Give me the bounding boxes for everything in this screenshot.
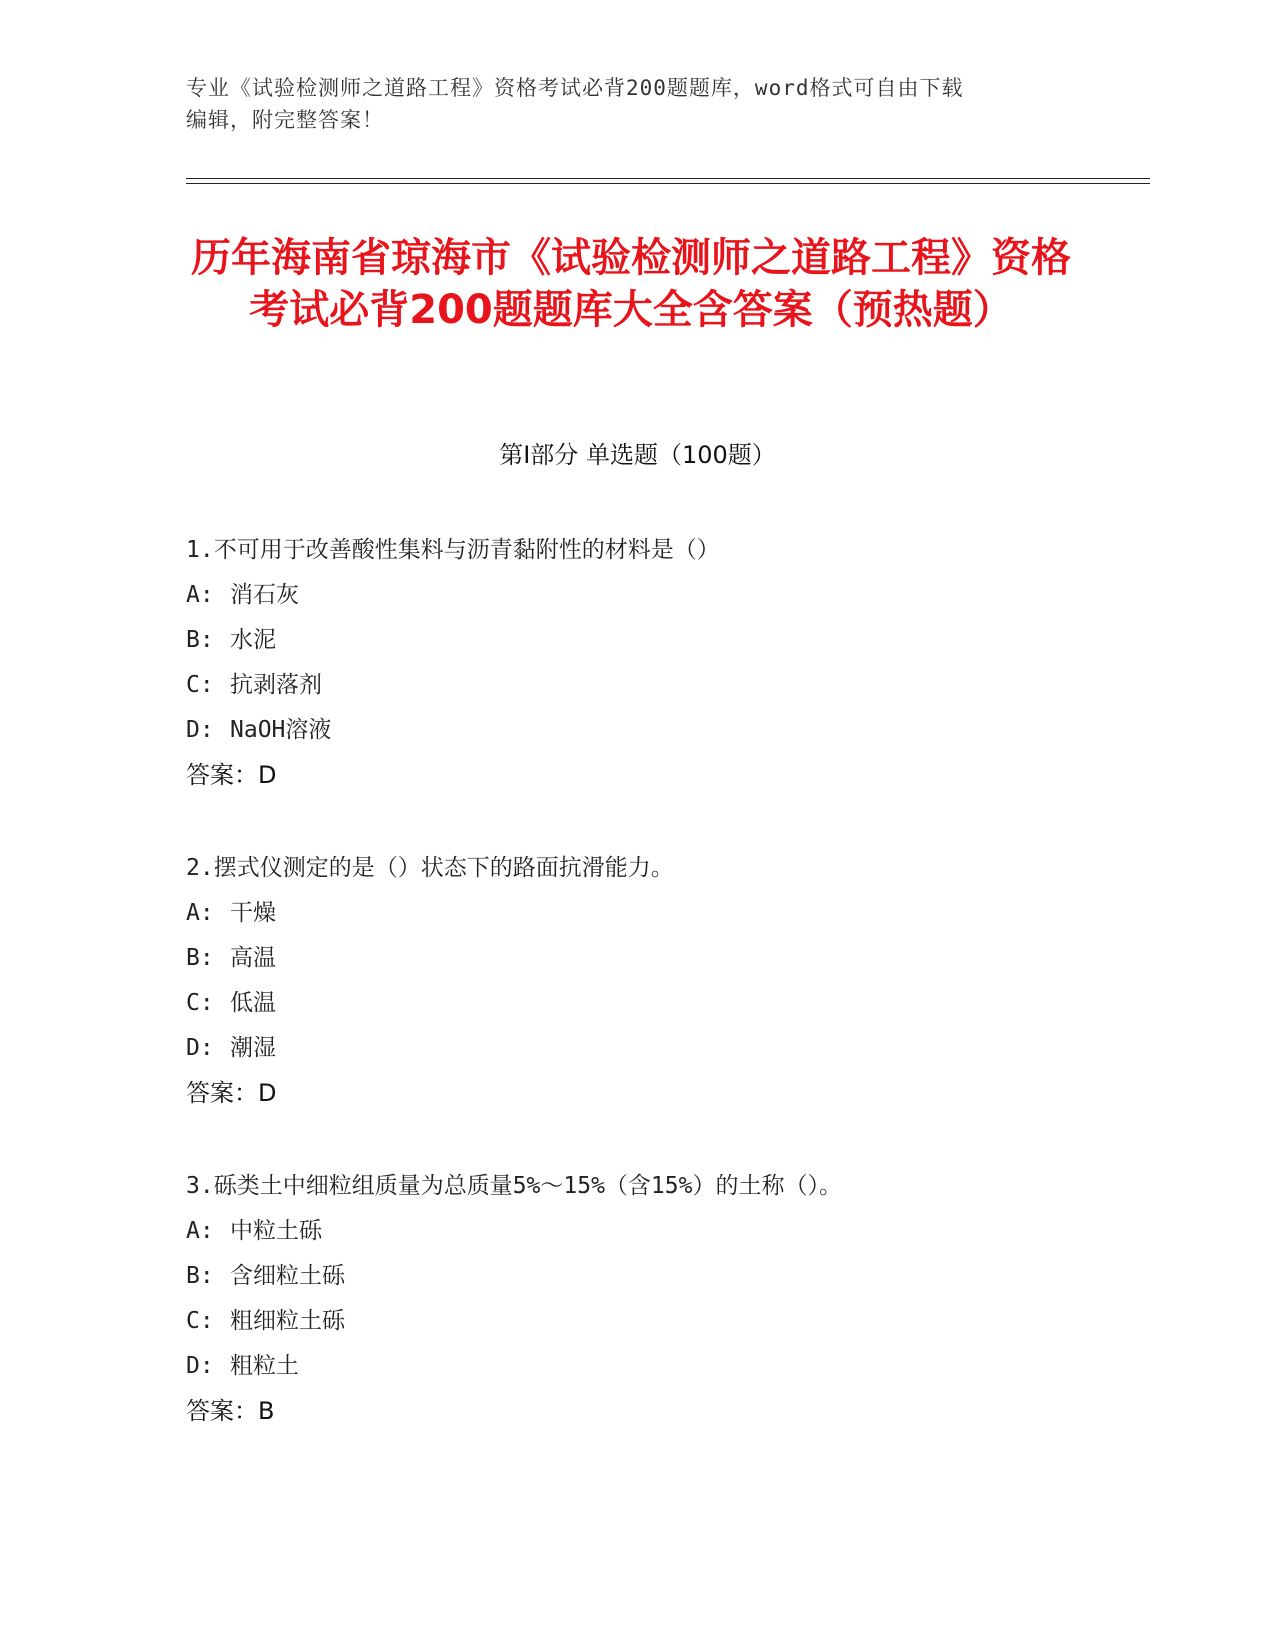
- option-text: 粗粒土: [230, 1353, 299, 1379]
- option-key: A:: [186, 582, 214, 608]
- option-key: B:: [186, 945, 214, 971]
- option-b: [186, 618, 1126, 663]
- answer-line: 答案：B: [186, 1397, 275, 1425]
- option-a: [186, 891, 1126, 936]
- question-stem: 3.砾类土中细粒组质量为总质量5%～15%（含15%）的土称（）。: [186, 1173, 842, 1199]
- option-key: D:: [186, 1353, 214, 1379]
- option-text: 潮湿: [230, 1035, 276, 1061]
- header-divider-bottom: [186, 183, 1150, 184]
- section-heading: 第Ⅰ部分 单选题（100题）: [499, 441, 776, 469]
- option-text: 抗剥落剂: [230, 672, 322, 698]
- option-text: 干燥: [230, 900, 276, 926]
- option-key: C:: [186, 672, 214, 698]
- question-stem: 2.摆式仪测定的是（）状态下的路面抗滑能力。: [186, 855, 674, 881]
- document-title: 历年海南省琼海市《试验检测师之道路工程》资格考试必背200题题库大全含答案（预热题）: [191, 235, 1071, 333]
- option-key: B:: [186, 627, 214, 653]
- option-key: A:: [186, 900, 214, 926]
- option-text: 含细粒土砾: [230, 1263, 345, 1289]
- option-key: C:: [186, 990, 214, 1016]
- option-a: [186, 573, 1126, 618]
- option-c: [186, 1299, 1126, 1344]
- option-d: [186, 1026, 1126, 1071]
- option-text: 低温: [230, 990, 276, 1016]
- question-item: [186, 846, 1126, 1116]
- option-key: B:: [186, 1263, 214, 1289]
- question-item: [186, 1164, 1126, 1434]
- option-d: [186, 708, 1126, 753]
- option-text: 高温: [230, 945, 276, 971]
- option-a: [186, 1209, 1126, 1254]
- option-key: A:: [186, 1218, 214, 1244]
- option-c: [186, 663, 1126, 708]
- option-text: 水泥: [230, 627, 276, 653]
- option-key: D:: [186, 717, 214, 743]
- question-item: [186, 528, 1126, 798]
- option-b: [186, 936, 1126, 981]
- answer-line: 答案：D: [186, 1079, 277, 1107]
- header-divider-top: [186, 178, 1150, 179]
- option-text: NaOH溶液: [230, 717, 332, 743]
- option-text: 中粒土砾: [230, 1218, 322, 1244]
- option-c: [186, 981, 1126, 1026]
- option-b: [186, 1254, 1126, 1299]
- option-d: [186, 1344, 1126, 1389]
- header-note-line-2: 编辑，附完整答案！: [186, 108, 384, 132]
- question-stem: 1.不可用于改善酸性集料与沥青黏附性的材料是（）: [186, 537, 720, 563]
- option-key: C:: [186, 1308, 214, 1334]
- option-key: D:: [186, 1035, 214, 1061]
- option-text: 消石灰: [230, 582, 299, 608]
- header-note: [186, 72, 1066, 136]
- option-text: 粗细粒土砾: [230, 1308, 345, 1334]
- answer-line: 答案：D: [186, 761, 277, 789]
- header-note-line-1: 专业《试验检测师之道路工程》资格考试必背200题题库，word格式可自由下载: [186, 76, 964, 100]
